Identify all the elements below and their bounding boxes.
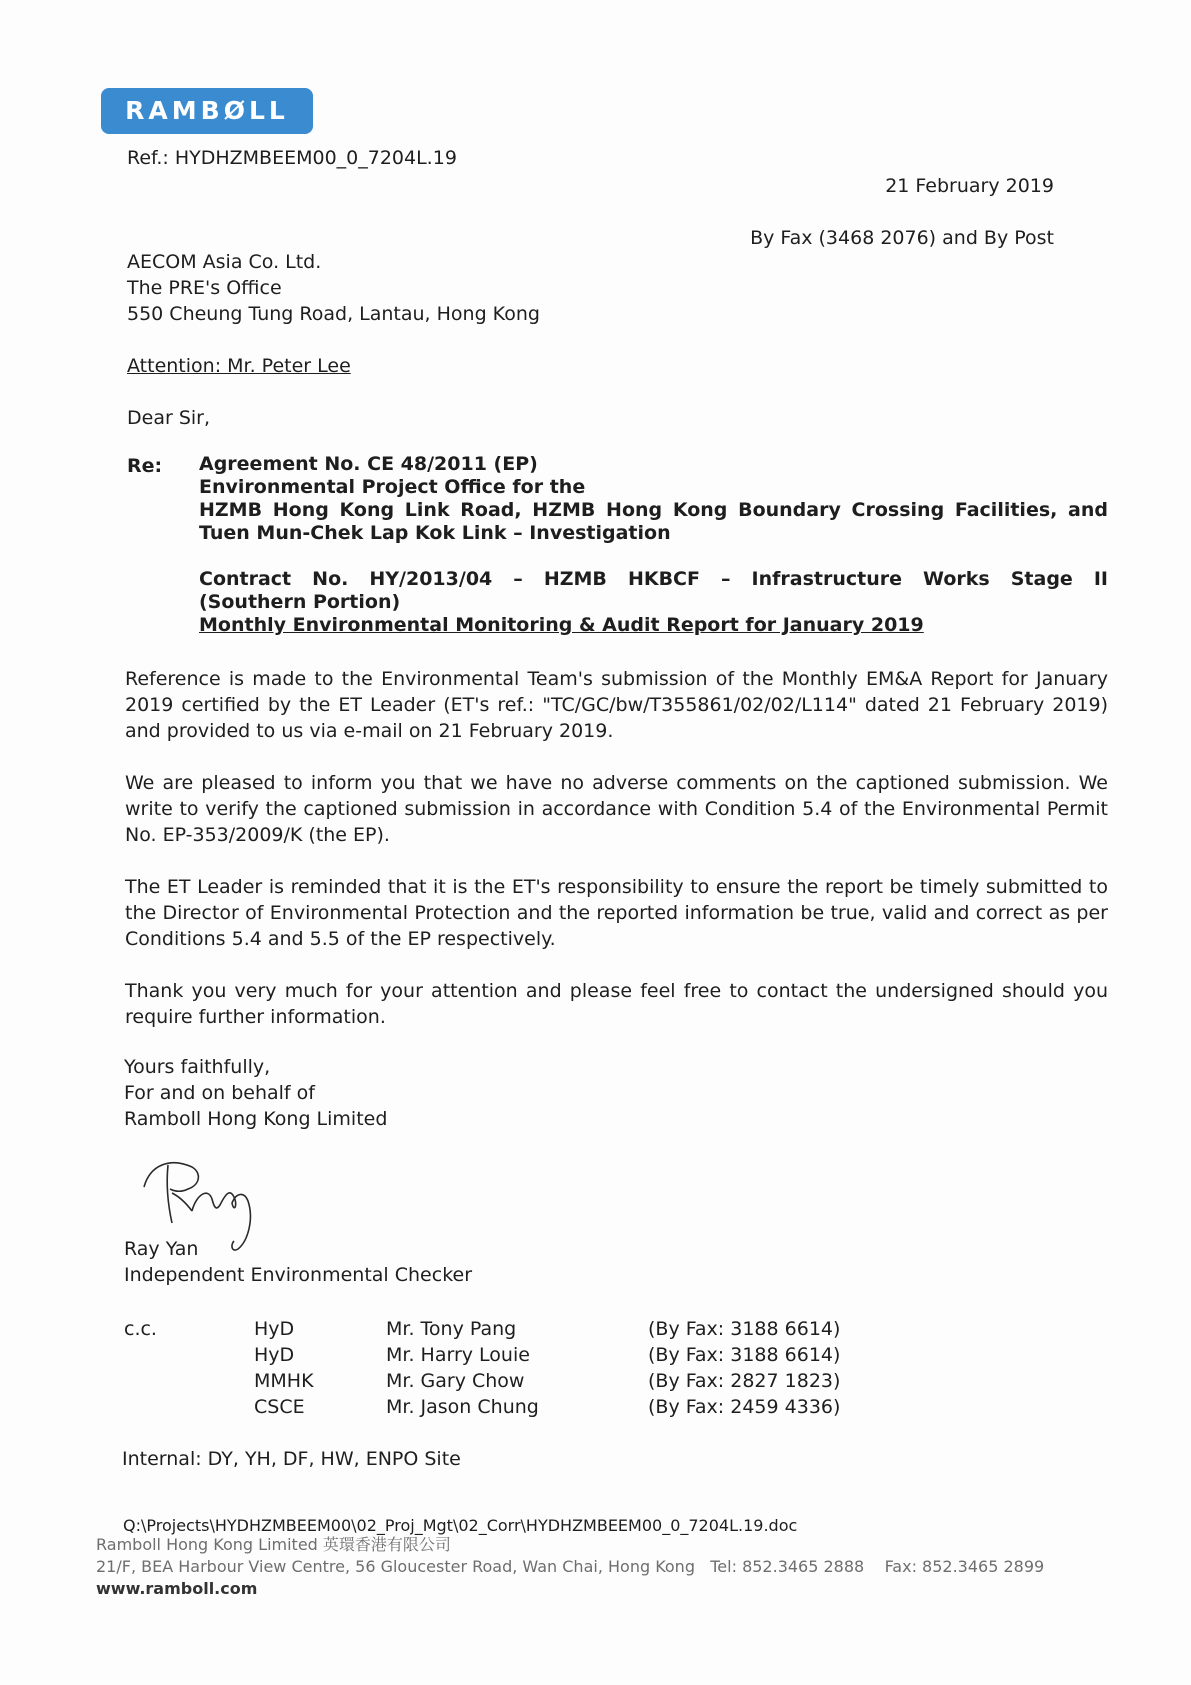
cc-fax: (By Fax: 3188 6614) (648, 1318, 841, 1340)
cc-label: c.c. (124, 1318, 157, 1340)
subject-line: Environmental Project Office for the (199, 476, 586, 498)
footer-fax: Fax: 852.3465 2899 (884, 1557, 1045, 1576)
cc-fax: (By Fax: 3188 6614) (648, 1344, 841, 1366)
footer-website[interactable]: www.ramboll.com (96, 1579, 258, 1598)
body-paragraph: Thank you very much for your attention and please feel free to contact the undersigned should you require further information. (125, 980, 1108, 1028)
cc-name: Mr. Gary Chow (386, 1370, 525, 1392)
letter-date: 21 February 2019 (885, 175, 1054, 197)
body-paragraph: We are pleased to inform you that we have no adverse comments on the captioned submission. We write to verify the captioned submission in accordance with Condition 5.4 of the Environmental Permit No. EP-353/2009/K (the EP). (125, 772, 1108, 846)
cc-org: HyD (254, 1318, 295, 1340)
subject-block (199, 453, 1108, 637)
footer-tel: Tel: 852.3465 2888 (710, 1557, 865, 1576)
body-paragraph: The ET Leader is reminded that it is the ET's responsibility to ensure the report be timely submitted to the Director of Environmental Protection and the reported information be true, valid and correct as per Conditions 5.4 and 5.5 of the EP respectively. (125, 876, 1108, 950)
cc-org: MMHK (254, 1370, 314, 1392)
internal-distribution: Internal: DY, YH, DF, HW, ENPO Site (122, 1448, 461, 1470)
page-footer (96, 1534, 1044, 1600)
contract-line: (Southern Portion) (199, 591, 401, 613)
closing-line: For and on behalf of (124, 1082, 315, 1104)
subject-line: Tuen Mun-Chek Lap Kok Link – Investigation (199, 522, 671, 544)
cc-org: HyD (254, 1344, 295, 1366)
signer-block (124, 1236, 472, 1288)
footer-contact (96, 1556, 1044, 1578)
cc-org: CSCE (254, 1396, 305, 1418)
salutation: Dear Sir, (127, 407, 211, 429)
recipient-line: 550 Cheung Tung Road, Lantau, Hong Kong (127, 303, 540, 325)
subject-line: Agreement No. CE 48/2011 (EP) (199, 453, 538, 475)
recipient-address (127, 249, 540, 327)
footer-company: Ramboll Hong Kong Limited 英環香港有限公司 (96, 1535, 451, 1554)
cc-name: Mr. Tony Pang (386, 1318, 517, 1340)
footer-address: 21/F, BEA Harbour View Centre, 56 Gloucester Road, Wan Chai, Hong Kong (96, 1557, 695, 1576)
cc-row (254, 1394, 840, 1420)
signer-name: Ray Yan (124, 1238, 199, 1260)
cc-list (254, 1316, 840, 1420)
file-path: Q:\Projects\HYDHZMBEEM00\02_Proj_Mgt\02_Corr\HYDHZMBEEM00_0_7204L.19.doc (123, 1516, 798, 1535)
re-label: Re: (127, 455, 163, 477)
cc-name: Mr. Harry Louie (386, 1344, 530, 1366)
cc-row (254, 1342, 840, 1368)
report-title: Monthly Environmental Monitoring & Audit Report for January 2019 (199, 614, 924, 636)
cc-row (254, 1368, 840, 1394)
reference-number: Ref.: HYDHZMBEEM00_0_7204L.19 (127, 147, 457, 169)
body-paragraph: Reference is made to the Environmental Team's submission of the Monthly EM&A Report for January 2019 certified by the ET Leader (ET's ref.: "TC/GC/bw/T355861/02/02/L114" dated 21 February 2019) and provided to us via e-mail on 21 February 2019. (125, 668, 1108, 742)
contract-line: Contract No. HY/2013/04 – HZMB HKBCF – Infrastructure Works Stage II (199, 568, 1108, 590)
recipient-line: The PRE's Office (127, 277, 282, 299)
cc-fax: (By Fax: 2827 1823) (648, 1370, 841, 1392)
cc-name: Mr. Jason Chung (386, 1396, 539, 1418)
recipient-line: AECOM Asia Co. Ltd. (127, 251, 322, 273)
subject-line: HZMB Hong Kong Link Road, HZMB Hong Kong Boundary Crossing Facilities, and (199, 499, 1108, 521)
cc-row (254, 1316, 840, 1342)
attention-line: Attention: Mr. Peter Lee (127, 355, 351, 377)
closing-block (124, 1054, 387, 1132)
cc-fax: (By Fax: 2459 4336) (648, 1396, 841, 1418)
delivery-method: By Fax (3468 2076) and By Post (750, 227, 1054, 249)
company-logo: RAMBØLL (101, 88, 313, 134)
closing-line: Yours faithfully, (124, 1056, 271, 1078)
signer-title: Independent Environmental Checker (124, 1264, 473, 1286)
closing-line: Ramboll Hong Kong Limited (124, 1108, 388, 1130)
